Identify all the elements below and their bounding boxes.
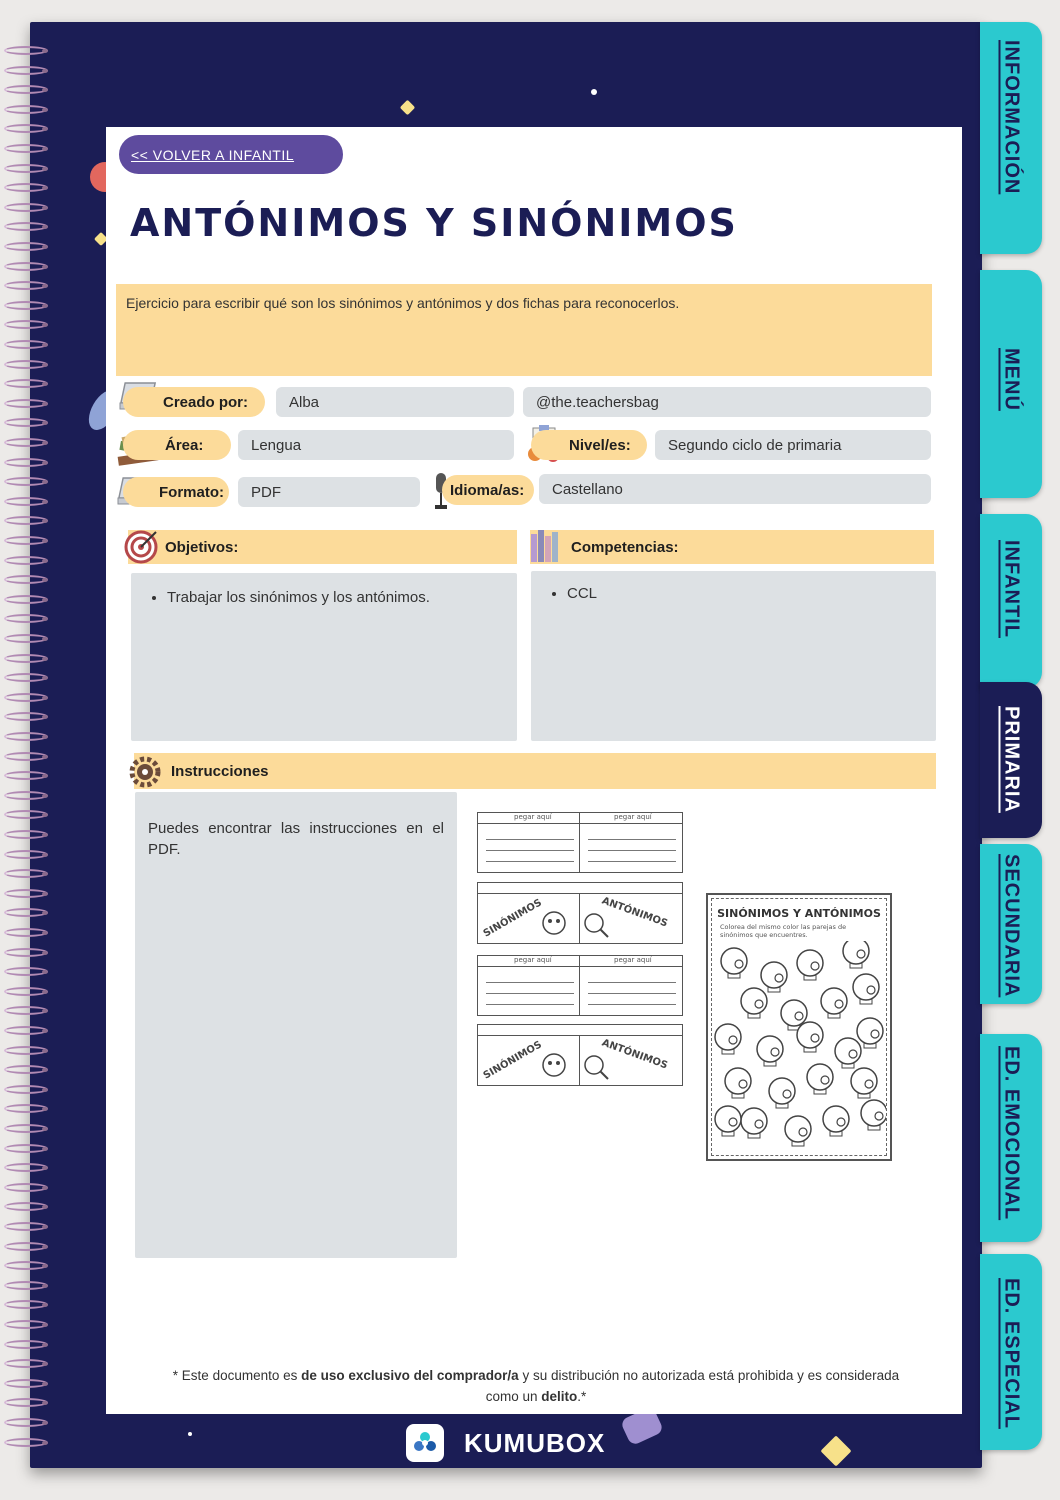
preview-titles-2 (477, 1024, 683, 1086)
spiral-binding (4, 46, 50, 1466)
spiral-ring (4, 693, 48, 702)
spiral-ring (4, 1222, 48, 1231)
spiral-ring (4, 810, 48, 819)
spiral-ring (4, 399, 48, 408)
spiral-ring (4, 673, 48, 682)
target-icon (124, 530, 158, 568)
star-decoration (820, 1435, 851, 1466)
spiral-ring (4, 516, 48, 525)
footer-disclaimer (166, 1365, 906, 1407)
competencias-header: Competencias: (530, 530, 934, 564)
area-label: Área: (123, 430, 231, 460)
nivel-field: Segundo ciclo de primaria (655, 430, 931, 460)
spiral-ring (4, 164, 48, 173)
spiral-ring (4, 1124, 48, 1133)
mushroom-icon (807, 1064, 833, 1094)
tab-infantil[interactable] (980, 514, 1042, 688)
worksheet-title: SINÓNIMOS Y ANTÓNIMOS (717, 907, 881, 920)
brand-name: KUMUBOX (464, 1427, 606, 1458)
tab-label: ED. ESPECIAL (1000, 1278, 1023, 1429)
spiral-ring (4, 438, 48, 447)
spiral-ring (4, 1242, 48, 1251)
paste-label: pegar aquí (514, 813, 552, 821)
spiral-ring (4, 183, 48, 192)
formato-field: PDF (238, 477, 420, 507)
back-to-infantil-button[interactable]: << VOLVER A INFANTIL (119, 135, 343, 174)
spiral-ring (4, 1104, 48, 1113)
kumubox-brand (406, 1424, 605, 1462)
spiral-ring (4, 869, 48, 878)
spiral-ring (4, 360, 48, 369)
preview-worksheet (706, 893, 892, 1161)
star-decoration (188, 1432, 192, 1436)
kumubox-logo-icon (406, 1424, 444, 1462)
mushroom-icon (715, 1106, 741, 1136)
tab-label: PRIMARIA (1000, 706, 1023, 813)
mushroom-icon (861, 1100, 886, 1130)
footer-prefix: * Este documento es (172, 1368, 302, 1383)
tab-ed-especial[interactable] (980, 1254, 1042, 1450)
spiral-ring (4, 556, 48, 565)
spiral-ring (4, 1202, 48, 1211)
tab-informacion[interactable] (980, 22, 1042, 254)
tab-label: ED. EMOCIONAL (1000, 1046, 1023, 1221)
spiral-ring (4, 340, 48, 349)
tab-primaria[interactable] (980, 682, 1042, 838)
spiral-ring (4, 712, 48, 721)
spiral-ring (4, 928, 48, 937)
mushroom-icon (857, 1018, 883, 1048)
spiral-ring (4, 1359, 48, 1368)
section-tabs (980, 22, 1044, 1452)
spiral-ring (4, 281, 48, 290)
competencias-box (531, 571, 936, 741)
page-title: ANTÓNIMOS Y SINÓNIMOS (130, 201, 738, 245)
competencias-list (531, 585, 936, 602)
spiral-ring (4, 85, 48, 94)
content-page (106, 127, 962, 1414)
spiral-ring (4, 144, 48, 153)
spiral-ring (4, 203, 48, 212)
spiral-ring (4, 1085, 48, 1094)
paste-label: pegar aquí (614, 813, 652, 821)
spiral-ring (4, 752, 48, 761)
star-decoration (400, 100, 416, 116)
mushroom-icon (843, 941, 869, 968)
footer-middle: y su distribución no autorizada está prohibida y es considerada como un (485, 1368, 900, 1404)
spiral-ring (4, 124, 48, 133)
area-field: Lengua (238, 430, 514, 460)
spiral-ring (4, 1006, 48, 1015)
tab-ed-emocional[interactable] (980, 1034, 1042, 1242)
spiral-ring (4, 771, 48, 780)
mushroom-icon (853, 974, 879, 1004)
footer-bold-2: delito (541, 1389, 578, 1404)
spiral-ring (4, 850, 48, 859)
spiral-ring (4, 1418, 48, 1427)
spiral-ring (4, 458, 48, 467)
footer-suffix: .* (577, 1389, 587, 1404)
spiral-ring (4, 575, 48, 584)
instrucciones-text: Puedes encontrar las instrucciones en el PDF. (148, 820, 444, 858)
list-item: • CCL (567, 585, 936, 602)
spiral-ring (4, 46, 48, 55)
spiral-ring (4, 1398, 48, 1407)
spiral-ring (4, 908, 48, 917)
formato-label: Formato: (123, 477, 229, 507)
spiral-ring (4, 301, 48, 310)
footer-bold-1: de uso exclusivo del comprador/a (301, 1368, 519, 1383)
mushroom-icon (761, 962, 787, 992)
preview-titles-1 (477, 882, 683, 944)
spiral-ring (4, 242, 48, 251)
mushroom-icon (725, 1068, 751, 1098)
spiral-ring (4, 967, 48, 976)
mushroom-icon (721, 948, 747, 978)
tab-label: SECUNDARIA (1000, 854, 1023, 998)
mushroom-icon (851, 1068, 877, 1098)
handle-field: @the.teachersbag (523, 387, 931, 417)
tab-label: MENÚ (1000, 348, 1023, 411)
worksheet-instructions: Colorea del mismo color las parejas de sinónimos que encuentres. (720, 923, 847, 939)
star-decoration (591, 89, 597, 95)
spiral-ring (4, 732, 48, 741)
spiral-ring (4, 889, 48, 898)
creado-field: Alba (276, 387, 514, 417)
spiral-ring (4, 379, 48, 388)
description-box: Ejercicio para escribir qué son los sinónimos y antónimos y dos fichas para reconocerlos. (116, 284, 932, 376)
spiral-ring (4, 830, 48, 839)
spiral-ring (4, 614, 48, 623)
paste-label: pegar aquí (614, 956, 652, 964)
spiral-ring (4, 1026, 48, 1035)
preview-lines-1 (477, 812, 683, 873)
idioma-field: Castellano (539, 474, 931, 504)
mushroom-icon (741, 988, 767, 1018)
paste-label: pegar aquí (514, 956, 552, 964)
gear-icon (128, 755, 162, 793)
spiral-ring (4, 1183, 48, 1192)
spiral-ring (4, 536, 48, 545)
spiral-ring (4, 987, 48, 996)
creado-label: Creado por: (123, 387, 265, 417)
list-item: • Trabajar los sinónimos y los antónimos. (167, 589, 517, 606)
mushroom-icon (821, 988, 847, 1018)
objetivos-list (131, 589, 517, 606)
spiral-ring (4, 1438, 48, 1447)
sinonimos-preview-label: SINÓNIMOS (481, 1039, 544, 1082)
sinonimos-preview-label: SINÓNIMOS (481, 897, 544, 940)
mushroom-icon (757, 1036, 783, 1066)
spiral-ring (4, 791, 48, 800)
spiral-ring (4, 477, 48, 486)
mushroom-icon (769, 1078, 795, 1108)
spiral-ring (4, 1281, 48, 1290)
spiral-ring (4, 634, 48, 643)
spiral-ring (4, 1340, 48, 1349)
spiral-ring (4, 1065, 48, 1074)
spiral-ring (4, 595, 48, 604)
spiral-ring (4, 1144, 48, 1153)
antonimos-preview-label: ANTÓNIMOS (600, 895, 669, 930)
mushroom-icon (823, 1106, 849, 1136)
tab-menu[interactable] (980, 270, 1042, 498)
mushroom-icon (835, 1038, 861, 1068)
spiral-ring (4, 222, 48, 231)
nivel-label: Nivel/es: (531, 430, 647, 460)
spiral-ring (4, 497, 48, 506)
tab-label: INFORMACIÓN (1000, 40, 1023, 195)
spiral-ring (4, 1300, 48, 1309)
tab-label: INFANTIL (1000, 540, 1023, 638)
spiral-ring (4, 1163, 48, 1172)
mushroom-grid (714, 941, 886, 1153)
spiral-ring (4, 66, 48, 75)
antonimos-preview-label: ANTÓNIMOS (600, 1037, 669, 1072)
instrucciones-header: Instrucciones (134, 753, 936, 789)
spiral-ring (4, 1379, 48, 1388)
spiral-ring (4, 1261, 48, 1270)
mushroom-icon (797, 1022, 823, 1052)
spiral-ring (4, 948, 48, 957)
objetivos-header: Objetivos: (128, 530, 517, 564)
spiral-ring (4, 320, 48, 329)
idioma-label: Idioma/as: (442, 475, 534, 505)
mushroom-icon (715, 1024, 741, 1054)
books-shelf-icon (529, 528, 565, 568)
mushroom-icon (797, 950, 823, 980)
spiral-ring (4, 1046, 48, 1055)
spiral-ring (4, 262, 48, 271)
spiral-ring (4, 654, 48, 663)
mushroom-icon (785, 1116, 811, 1146)
mushroom-icon (741, 1108, 767, 1138)
spiral-ring (4, 418, 48, 427)
instrucciones-box (135, 792, 457, 1258)
preview-lines-2 (477, 955, 683, 1016)
spiral-ring (4, 105, 48, 114)
tab-secundaria[interactable] (980, 844, 1042, 1004)
spiral-ring (4, 1320, 48, 1329)
objetivos-box (131, 573, 517, 741)
